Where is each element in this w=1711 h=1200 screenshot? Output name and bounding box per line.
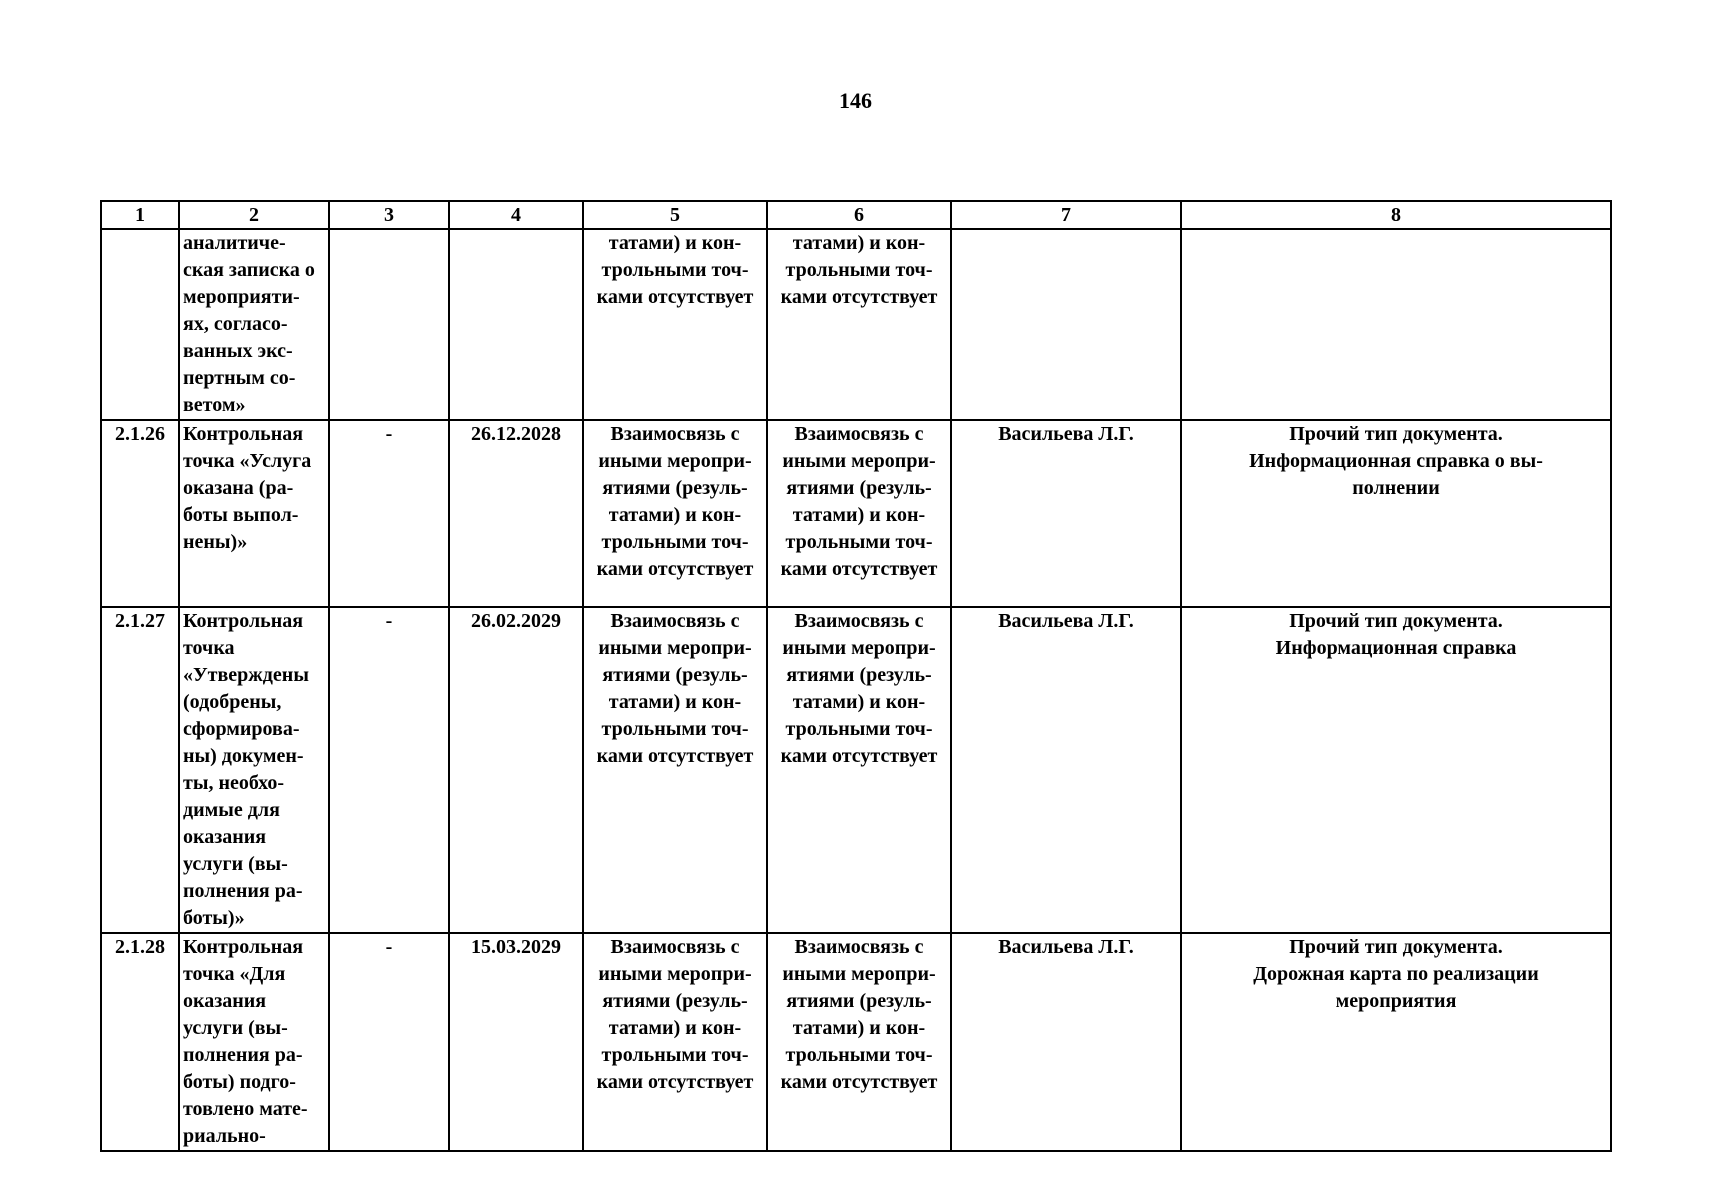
- document-type: [1181, 229, 1611, 420]
- column-3-value: -: [329, 607, 449, 933]
- row-number: [101, 229, 179, 420]
- column-header-2: 2: [179, 201, 329, 229]
- column-3-value: -: [329, 420, 449, 607]
- document-type: Прочий тип документа. Информационная справка о вы- полнении: [1181, 420, 1611, 607]
- column-3-value: -: [329, 933, 449, 1151]
- responsible-person: Васильева Л.Г.: [951, 420, 1181, 607]
- table-row: [101, 933, 1611, 1151]
- successor-relation: Взаимосвязь с иными меропри- ятиями (резуль- татами) и кон- трольными точ- ками отсутствует: [767, 420, 951, 607]
- column-header-3: 3: [329, 201, 449, 229]
- predecessor-relation: Взаимосвязь с иными меропри- ятиями (резуль- татами) и кон- трольными точ- ками отсутствует: [583, 607, 767, 933]
- control-points-table: [100, 200, 1612, 1152]
- successor-relation: татами) и кон- трольными точ- ками отсутствует: [767, 229, 951, 420]
- row-number: 2.1.27: [101, 607, 179, 933]
- successor-relation: Взаимосвязь с иными меропри- ятиями (резуль- татами) и кон- трольными точ- ками отсутствует: [767, 607, 951, 933]
- row-number: 2.1.26: [101, 420, 179, 607]
- table-row: [101, 607, 1611, 933]
- row-number: 2.1.28: [101, 933, 179, 1151]
- column-header-5: 5: [583, 201, 767, 229]
- page-number: 146: [839, 88, 872, 113]
- responsible-person: Васильева Л.Г.: [951, 607, 1181, 933]
- control-point-name: Контрольная точка «Услуга оказана (ра- боты выпол- нены)»: [179, 420, 329, 607]
- column-header-7: 7: [951, 201, 1181, 229]
- table-header-row: [101, 201, 1611, 229]
- control-point-name: Контрольная точка «Для оказания услуги (вы- полнения ра- боты) подго- товлено мате- риально-: [179, 933, 329, 1151]
- due-date: [449, 229, 583, 420]
- column-header-6: 6: [767, 201, 951, 229]
- successor-relation: Взаимосвязь с иными меропри- ятиями (резуль- татами) и кон- трольными точ- ками отсутствует: [767, 933, 951, 1151]
- document-type: Прочий тип документа. Дорожная карта по реализации мероприятия: [1181, 933, 1611, 1151]
- responsible-person: Васильева Л.Г.: [951, 933, 1181, 1151]
- due-date: 26.02.2029: [449, 607, 583, 933]
- document-type: Прочий тип документа. Информационная справка: [1181, 607, 1611, 933]
- due-date: 15.03.2029: [449, 933, 583, 1151]
- predecessor-relation: татами) и кон- трольными точ- ками отсутствует: [583, 229, 767, 420]
- column-3-value: [329, 229, 449, 420]
- predecessor-relation: Взаимосвязь с иными меропри- ятиями (резуль- татами) и кон- трольными точ- ками отсутствует: [583, 420, 767, 607]
- responsible-person: [951, 229, 1181, 420]
- column-header-1: 1: [101, 201, 179, 229]
- control-point-name: аналитиче- ская записка о мероприяти- ях, согласо- ванных экс- пертным со- ветом»: [179, 229, 329, 420]
- column-header-4: 4: [449, 201, 583, 229]
- table-row: [101, 420, 1611, 607]
- due-date: 26.12.2028: [449, 420, 583, 607]
- control-point-name: Контрольная точка «Утверждены (одобрены, сформирова- ны) докумен- ты, необхо- димые для оказания услуги (вы- полнения ра- боты)»: [179, 607, 329, 933]
- table-row: [101, 229, 1611, 420]
- predecessor-relation: Взаимосвязь с иными меропри- ятиями (резуль- татами) и кон- трольными точ- ками отсутствует: [583, 933, 767, 1151]
- column-header-8: 8: [1181, 201, 1611, 229]
